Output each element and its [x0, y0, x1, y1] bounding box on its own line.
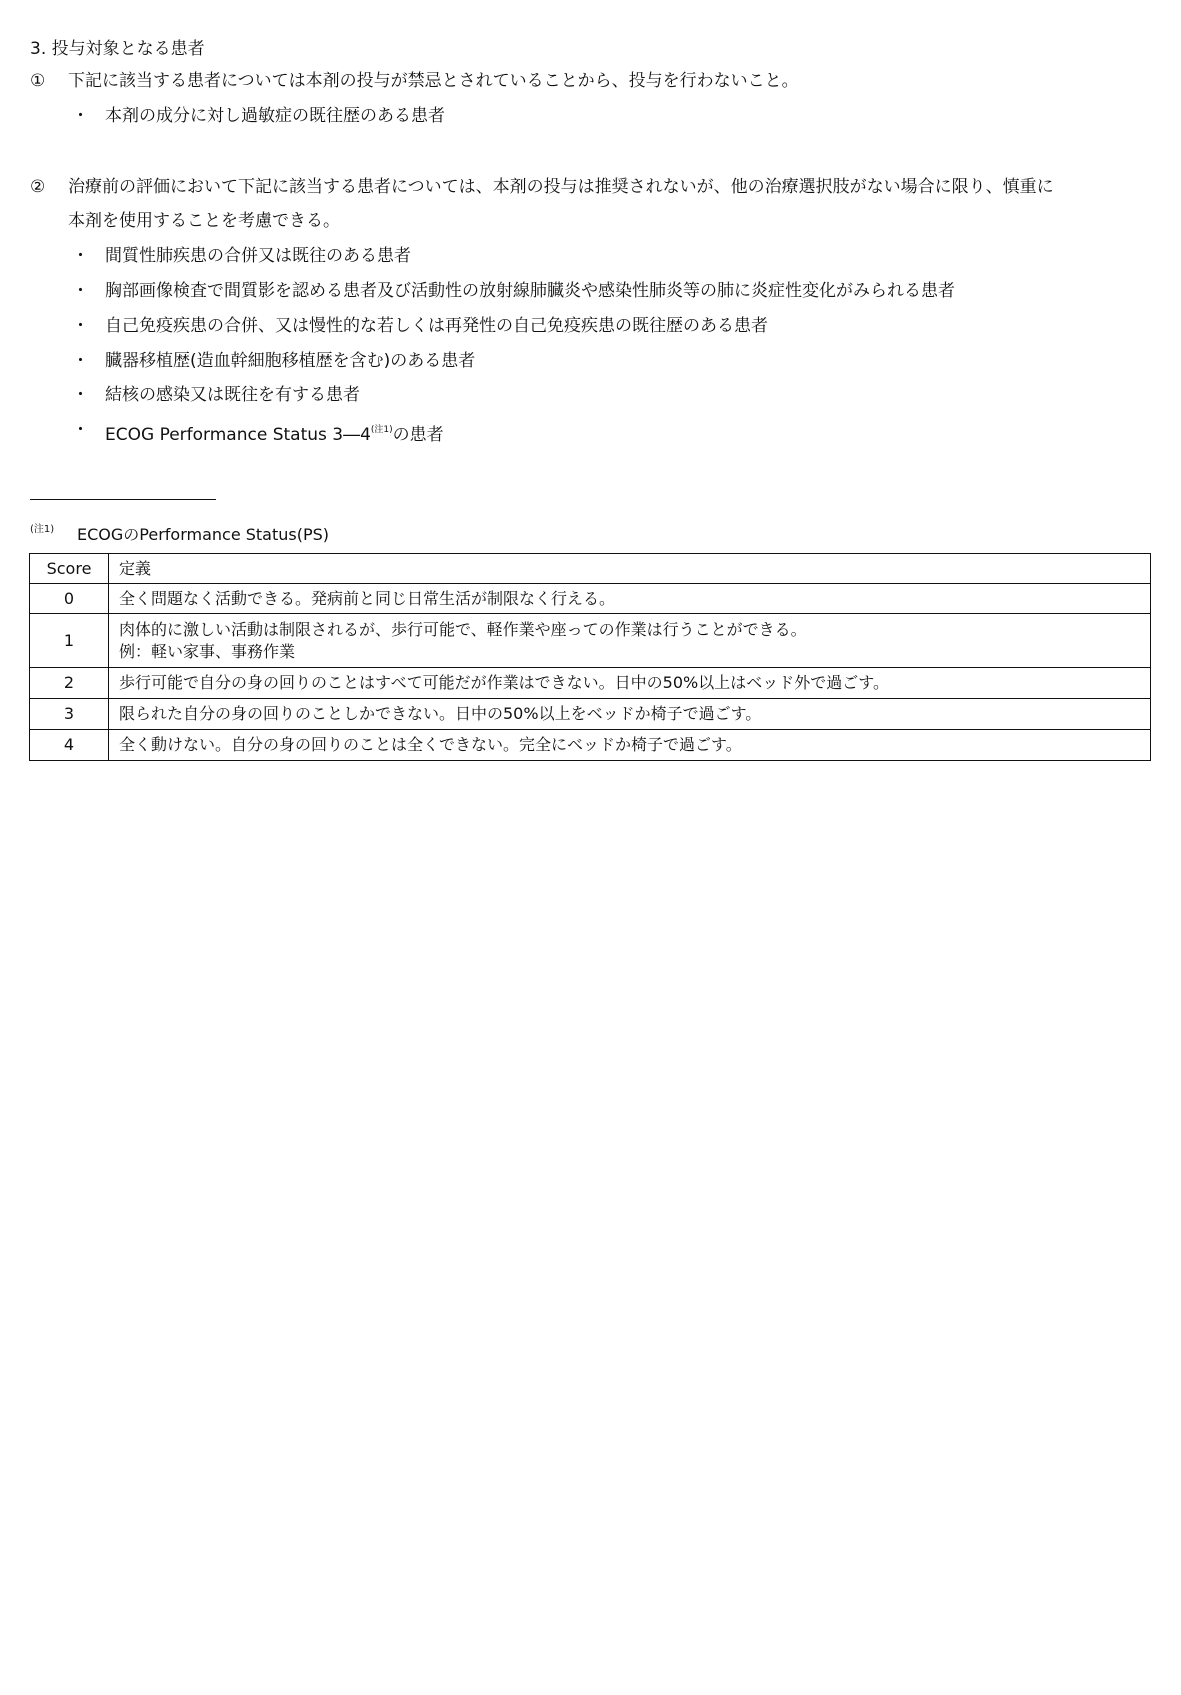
ecog-text: ECOG Performance Status 3―4: [105, 425, 371, 445]
item2-marker: ②: [30, 177, 46, 197]
item2-bullet: 臓器移植歴(造血幹細胞移植歴を含む)のある患者: [105, 351, 476, 371]
definition-cell: 限られた自分の身の回りのことしかできない。日中の50%以上をベッドか椅子で過ごす。: [109, 699, 1151, 730]
footnote-divider: [30, 499, 216, 500]
bullet-icon: ・: [72, 351, 89, 371]
footnote-title: ECOGのPerformance Status(PS): [77, 525, 330, 544]
table-row: [30, 614, 1151, 668]
score-cell: 3: [30, 699, 109, 730]
header-score: Score: [30, 554, 109, 584]
definition-cell: 全く動けない。自分の身の回りのことは全くできない。完全にベッドか椅子で過ごす。: [109, 730, 1151, 761]
definition-cell: [109, 614, 1151, 668]
item2-bullet: 胸部画像検査で間質影を認める患者及び活動性の放射線肺臓炎や感染性肺炎等の肺に炎症性変化がみられる患者: [105, 281, 955, 301]
item1-text: 下記に該当する患者については本剤の投与が禁忌とされていることから、投与を行わないこと。: [68, 71, 799, 91]
ecog-table: [29, 553, 1151, 761]
footnote-ref: (注1): [370, 425, 393, 435]
ecog-text-post: の患者: [392, 425, 444, 445]
table-row: [30, 699, 1151, 730]
section-heading: 3. 投与対象となる患者: [30, 39, 205, 59]
bullet-icon: ・: [72, 385, 89, 405]
bullet-icon: ・: [72, 106, 89, 126]
table-header-row: [30, 554, 1151, 584]
bullet-icon: ・: [72, 246, 89, 266]
score-cell: 0: [30, 584, 109, 614]
table-row: [30, 730, 1151, 761]
item1-bullet: 本剤の成分に対し過敏症の既往歴のある患者: [105, 106, 445, 126]
score-cell: 4: [30, 730, 109, 761]
table-row: [30, 584, 1151, 614]
item2-bullet-ecog: [105, 419, 444, 446]
bullet-icon: ・: [72, 420, 89, 440]
bullet-icon: ・: [72, 316, 89, 336]
score-cell: 2: [30, 668, 109, 699]
definition-example: 例：軽い家事、事務作業: [119, 641, 296, 661]
item1-marker: ①: [30, 71, 46, 91]
definition-cell: 全く問題なく活動できる。発病前と同じ日常生活が制限なく行える。: [109, 584, 1151, 614]
item2-bullet: 結核の感染又は既往を有する患者: [105, 385, 360, 405]
item2-text-line2: 本剤を使用することを考慮できる。: [68, 211, 340, 231]
bullet-icon: ・: [72, 281, 89, 301]
score-cell: 1: [30, 614, 109, 668]
item2-bullet: 自己免疫疾患の合併、又は慢性的な若しくは再発性の自己免疫疾患の既往歴のある患者: [105, 316, 768, 336]
item2-text-line1: 治療前の評価において下記に該当する患者については、本剤の投与は推奨されないが、他の治療選択肢がない場合に限り、慎重に: [68, 177, 1054, 197]
table-row: [30, 668, 1151, 699]
item2-bullet: 間質性肺疾患の合併又は既往のある患者: [105, 246, 411, 266]
footnote-marker: (注1): [30, 524, 55, 535]
definition-cell: 歩行可能で自分の身の回りのことはすべて可能だが作業はできない。日中の50%以上はベッド外で過ごす。: [109, 668, 1151, 699]
header-definition: 定義: [109, 554, 1151, 584]
definition-line: 肉体的に激しい活動は制限されるが、歩行可能で、軽作業や座っての作業は行うことができる。: [119, 619, 807, 639]
